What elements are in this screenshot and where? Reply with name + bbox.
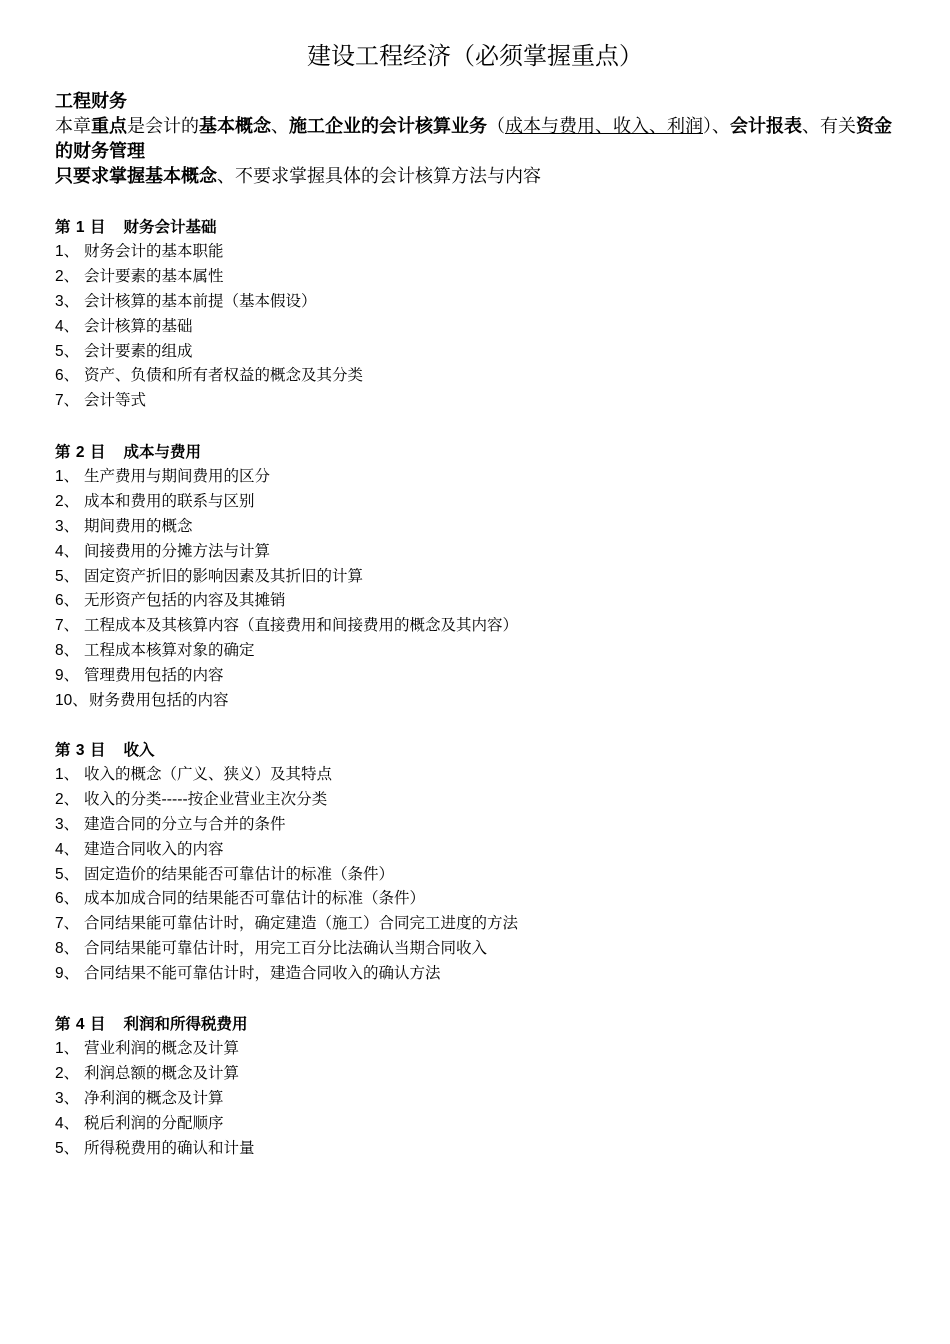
list-item [55,688,905,713]
list-item-number: 1、 [55,1040,80,1057]
list-item-number: 3、 [55,1089,80,1107]
section-1 [55,214,905,413]
list-item [55,388,905,413]
list-item [55,588,905,613]
section-heading [55,214,905,239]
list-item-text: 成本加成合同的结果能否可靠估计的标准（条件） [84,889,426,908]
list-item-number: 2、 [55,790,80,808]
list-item-number: 5、 [55,1139,80,1157]
list-item-text: 会计等式 [84,391,147,410]
section-heading-prefix: 第 [55,442,71,461]
list-item-text: 建造合同收入的内容 [84,839,224,858]
list-item-text: 利润总额的概念及计算 [84,1063,240,1082]
section-heading-name: 财务会计基础 [123,217,217,236]
intro-requirement [55,164,905,189]
list-item-number: 7、 [55,617,80,635]
section-4 [55,1011,905,1160]
chapter-heading: 工程财务 [55,91,127,112]
list-item-text: 成本和费用的联系与区别 [84,491,255,510]
list-item [55,638,905,663]
list-item-text: 会计要素的组成 [84,341,193,360]
list-item-text: 工程成本及其核算内容（直接费用和间接费用的概念及其内容） [84,616,519,635]
list-item [55,289,905,314]
list-item-number: 4、 [55,840,80,858]
section-heading-number: 3 [75,742,85,759]
section-heading-number: 1 [75,219,85,236]
list-item-text: 期间费用的概念 [84,516,193,535]
intro-bold: 施工企业的会计核算业务 [289,116,487,137]
list-item-number: 7、 [55,392,80,410]
list-item-text: 建造合同的分立与合并的条件 [84,814,286,833]
list-item-number: 2、 [55,267,80,285]
list-item-text: 收入的分类-----按企业营业主次分类 [84,789,328,808]
list-item [55,911,905,936]
intro-underline: 成本与费用、收入、利润 [505,116,703,137]
list-item-number: 5、 [55,567,80,585]
list-item [55,613,905,638]
list-item-text: 所得税费用的确认和计量 [84,1138,255,1157]
list-item [55,936,905,961]
list-item-text: 管理费用包括的内容 [84,666,224,685]
section-3 [55,737,905,986]
section-heading-suffix: 目 [89,217,106,236]
intro-text: 、不要求掌握具体的会计核算方法与内容 [217,166,541,187]
list-item [55,339,905,364]
section-heading-name: 成本与费用 [123,442,201,461]
section-heading-suffix: 目 [89,442,106,461]
list-item [55,1136,905,1161]
intro-bold: 会计报表 [730,116,802,137]
list-item-text: 间接费用的分摊方法与计算 [84,541,271,560]
section-heading-number: 4 [75,1016,85,1033]
intro-text: ）、 [703,116,730,137]
list-item [55,514,905,539]
section-heading-prefix: 第 [55,217,71,236]
intro-text: 本章 [55,116,91,137]
section-heading [55,737,905,762]
intro-bold: 只要求掌握基本概念 [55,166,217,187]
section-heading [55,439,905,464]
list-item [55,1086,905,1111]
list-item-number: 4、 [55,542,80,560]
list-item-number: 3、 [55,517,80,535]
list-item [55,812,905,837]
intro-bold: 资金的财务管理 [55,116,892,162]
list-item [55,264,905,289]
list-item-text: 无形资产包括的内容及其摊销 [84,591,286,610]
list-item [55,762,905,787]
list-item-text: 资产、负债和所有者权益的概念及其分类 [84,366,364,385]
page-title: 建设工程经济（必须掌握重点） [307,42,643,70]
list-item-text: 合同结果能可靠估计时，用完工百分比法确认当期合同收入 [84,939,488,958]
intro-bold: 重点 [91,116,127,137]
list-item [55,1036,905,1061]
list-item [55,539,905,564]
list-item-text: 固定造价的结果能否可靠估计的标准（条件） [84,864,395,883]
list-item [55,1061,905,1086]
list-item-number: 2、 [55,492,80,510]
list-item-text: 合同结果不能可靠估计时，建造合同收入的确认方法 [84,964,441,983]
list-item-number: 3、 [55,815,80,833]
list-item-number: 8、 [55,642,80,660]
list-item-text: 净利润的概念及计算 [84,1088,224,1107]
list-item-number: 1、 [55,468,80,485]
list-item-text: 固定资产折旧的影响因素及其折旧的计算 [84,566,364,585]
list-item-number: 6、 [55,592,80,610]
list-item [55,314,905,339]
list-item-text: 营业利润的概念及计算 [84,1039,240,1057]
list-item-text: 工程成本核算对象的确定 [84,641,255,660]
list-item-number: 7、 [55,915,80,933]
list-item-number: 5、 [55,865,80,883]
list-item-number: 6、 [55,367,80,385]
intro-text: 是会计的 [127,116,199,137]
section-heading-suffix: 目 [89,1014,106,1033]
section-heading-name: 利润和所得税费用 [123,1014,248,1033]
list-item-number: 1、 [55,766,80,783]
list-item-number: 9、 [55,667,80,685]
list-item-text: 会计核算的基础 [84,316,193,335]
list-item-text: 收入的概念（广义、狭义）及其特点 [84,765,333,783]
intro-paragraph [55,114,905,164]
list-item-text: 会计核算的基本前提（基本假设） [84,291,317,310]
list-item-text: 税后利润的分配顺序 [84,1113,224,1132]
list-item [55,663,905,688]
list-item [55,787,905,812]
list-item-text: 生产费用与期间费用的区分 [84,467,271,485]
intro-text: （ [487,116,505,137]
list-item [55,961,905,986]
list-item [55,489,905,514]
intro-block [55,89,905,189]
list-item-number: 10、 [55,692,88,710]
list-item-number: 4、 [55,317,80,335]
list-item [55,239,905,264]
list-item-number: 4、 [55,1114,80,1132]
intro-text: 、 [271,116,289,137]
intro-bold: 基本概念 [199,116,271,137]
list-item-number: 2、 [55,1064,80,1082]
list-item-text: 会计要素的基本属性 [84,266,224,285]
list-item-number: 3、 [55,292,80,310]
section-heading-prefix: 第 [55,1014,71,1033]
list-item-number: 9、 [55,965,80,983]
list-item [55,862,905,887]
list-item-number: 6、 [55,890,80,908]
list-item [55,464,905,489]
section-heading-number: 2 [75,444,85,461]
list-item [55,363,905,388]
list-item [55,1111,905,1136]
list-item [55,837,905,862]
list-item [55,886,905,911]
section-heading [55,1011,905,1036]
list-item [55,564,905,589]
section-heading-suffix: 目 [89,740,106,759]
section-2 [55,439,905,713]
list-item-text: 财务会计的基本职能 [84,242,224,260]
list-item-text: 合同结果能可靠估计时，确定建造（施工）合同完工进度的方法 [84,914,519,933]
list-item-number: 5、 [55,342,80,360]
list-item-number: 8、 [55,940,80,958]
section-heading-name: 收入 [123,740,155,759]
section-heading-prefix: 第 [55,740,71,759]
intro-text: 、有关 [802,116,856,137]
list-item-number: 1、 [55,243,80,260]
list-item-text: 财务费用包括的内容 [89,691,229,710]
